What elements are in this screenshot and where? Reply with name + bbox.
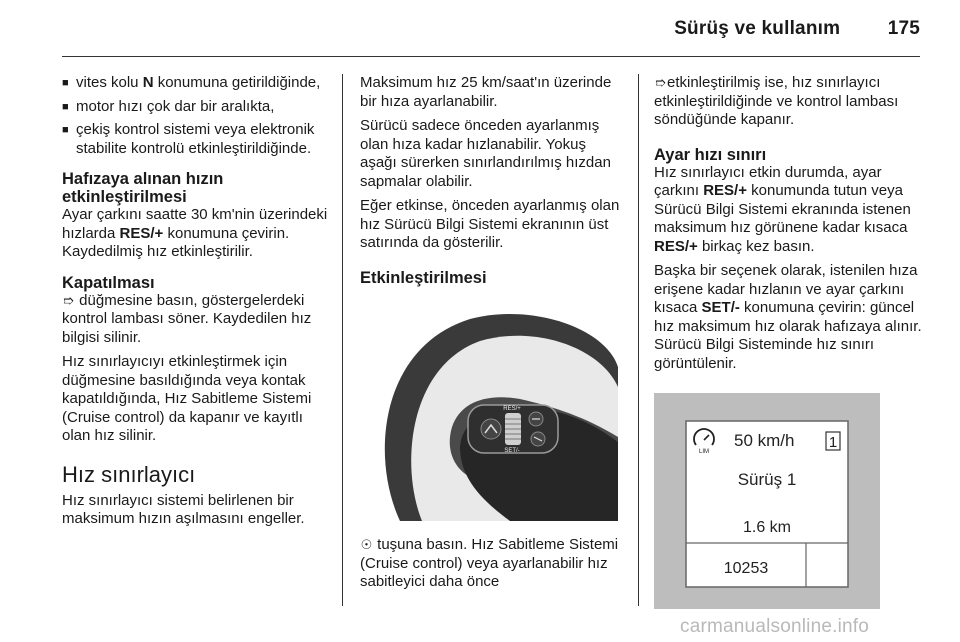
set-limit-heading: Ayar hızı sınırı bbox=[654, 145, 767, 164]
continuation-text: ➱etkinleştirilmiş ise, hız sınırlayıcı etkinleştirildiğinde ve kontrol lambası söndüğünde kapanır. bbox=[654, 74, 899, 128]
speed-limiter-icon: ➱ bbox=[63, 292, 74, 308]
column-divider-1 bbox=[342, 74, 343, 606]
speed-limiter-text: Hız sınırlayıcı sistemi belirlenen bir maksimum hızın aşılmasını engeller. bbox=[62, 491, 305, 527]
column-3 bbox=[654, 74, 922, 615]
stored-speed-text: Ayar çarkını saatte 30 km'nin üzerindeki hızlarda RES/+ konumuna çevirin. Kaydedilmiş hız etkinleştirilir. bbox=[62, 206, 328, 260]
page-header bbox=[674, 18, 920, 40]
activation-text: ☉ tuşuna basın. Hız Sabitleme Sistemi (Cruise control) veya ayarlanabilir hız sabitleyici daha önce bbox=[360, 536, 619, 590]
list-item: ■ çekiş kontrol sistemi veya elektronik stabilite kontrolü etkinleştirildiğinde. bbox=[62, 121, 330, 158]
alternative-text: Başka bir seçenek olarak, istenilen hıza erişene kadar hızlanın ve ayar çarkını kısaca SET/- konumuna çevirin: güncel hız maksimum hız olarak hafızaya alınır. Sürücü Bilgi Sisteminde hız sınırı görüntülenir. bbox=[654, 262, 922, 372]
page-number: 175 bbox=[887, 18, 920, 39]
list-item: ■ motor hızı çok dar bir aralıkta, bbox=[62, 98, 330, 117]
steering-wheel-photo bbox=[360, 307, 618, 521]
odometer: 10253 bbox=[723, 560, 769, 577]
deactivation-text-1: ➱ düğmesine basın, göstergelerdeki kontrol lambası söner. Kaydedilen hız bilgisi silinir. bbox=[62, 291, 312, 346]
deactivation-text-2: Hız sınırlayıcıyı etkinleştirmek için düğmesine basıldığında veya kontak kapatıldığında, Hız Sabitleme Sistemi (Cruise control) da kapanır ve kayıtlı olan hız silinir. bbox=[62, 353, 312, 444]
column-1 bbox=[62, 74, 330, 535]
column-divider-2 bbox=[638, 74, 639, 606]
res-label: RES/+ bbox=[503, 405, 521, 412]
deactivation-heading: Kapatılması bbox=[62, 273, 155, 292]
stored-speed-heading: Hafızaya alınan hızın etkinleştirilmesi bbox=[62, 170, 224, 206]
activation-heading: Etkinleştirilmesi bbox=[360, 268, 487, 287]
speed-limit-value: 50 km/h bbox=[734, 431, 795, 450]
limit-tag: LIM bbox=[698, 449, 710, 455]
list-item: ■ vites kolu N konumuna getirildiğinde, bbox=[62, 74, 330, 93]
speed-limiter-heading: Hız sınırlayıcı bbox=[62, 461, 196, 487]
set-label: SET/- bbox=[504, 447, 520, 454]
display-text: Eğer etkinse, önceden ayarlanmış olan hız Sürücü Bilgi Sistemi ekranının üst satırında da gösterilir. bbox=[360, 197, 620, 251]
condition-list bbox=[62, 74, 330, 158]
driver-info-display bbox=[654, 393, 880, 609]
set-limit-text: Hız sınırlayıcı etkin durumda, ayar çarkını RES/+ konumunda tutun veya Sürücü Bilgi Sistemi ekranında istenen maksimum hız görünene kadar kısaca RES/+ birkaç kez basın. bbox=[654, 163, 911, 255]
column-2 bbox=[360, 74, 620, 598]
cruise-button-icon: ☉ bbox=[360, 537, 373, 552]
section-title: Sürüş ve kullanım bbox=[674, 18, 841, 39]
watermark: carmanualsonline.info bbox=[680, 616, 870, 637]
trip-name: Sürüş 1 bbox=[737, 470, 797, 489]
max-speed-text: Maksimum hız 25 km/saat'ın üzerinde bir hıza ayarlanabilir. bbox=[360, 74, 612, 110]
speed-limiter-icon: ➱ bbox=[655, 75, 666, 90]
trip-distance: 1.6 km bbox=[742, 519, 792, 536]
header-rule bbox=[62, 56, 920, 57]
page-indicator: 1 bbox=[828, 434, 838, 451]
accelerate-text: Sürücü sadece önceden ayarlanmış olan hıza kadar hızlanabilir. Yokuş aşağı sürerken sınırlandırılmış hızdan sapmalar olabilir. bbox=[360, 117, 611, 190]
